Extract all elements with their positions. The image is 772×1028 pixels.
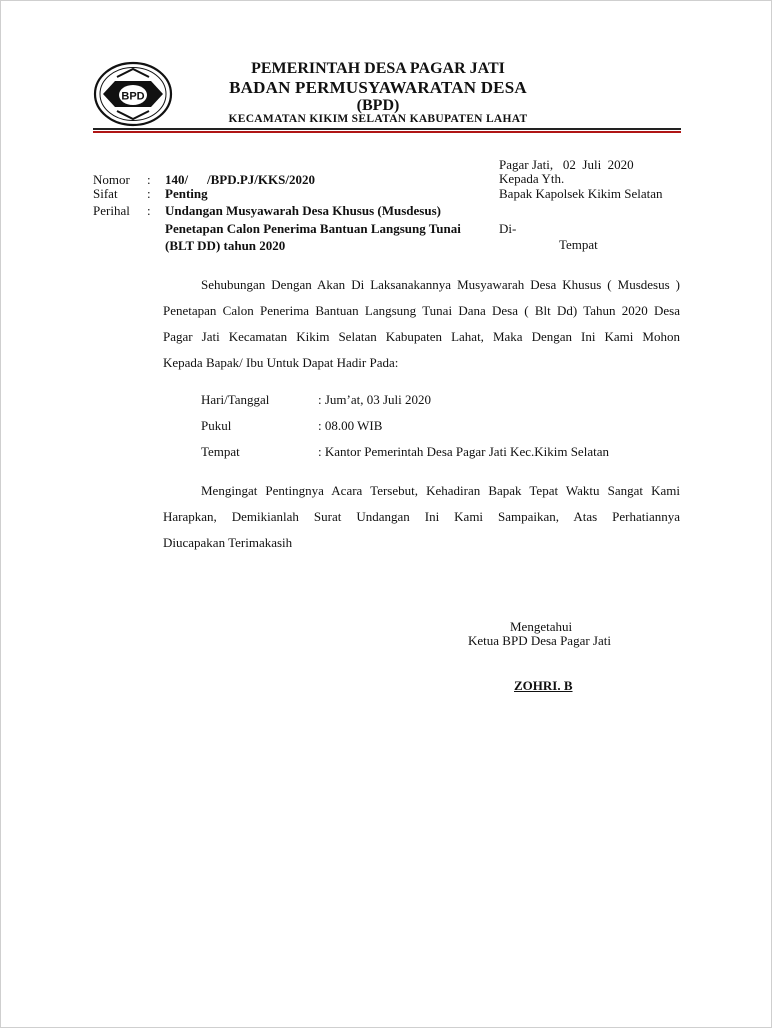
nomor-colon: :: [147, 172, 151, 187]
logo-text: BPD: [121, 90, 145, 103]
signature-mengetahui: Mengetahui: [510, 619, 573, 634]
perihal-line-2: Penetapan Calon Penerima Bantuan Langsung Tunai: [165, 221, 461, 236]
paragraph-2-line: Mengingat Pentingnya Acara Tersebut, Kehadiran Bapak Tepat Waktu Sangat Kami: [201, 483, 680, 498]
signature-title: Ketua BPD Desa Pagar Jati: [468, 633, 611, 648]
signature-name: ZOHRI. B: [514, 678, 573, 693]
recipient-di: Di-: [499, 221, 517, 236]
nomor-value-b: /BPD.PJ/KKS/2020: [207, 172, 315, 187]
detail-value-hari: : Jum’at, 03 Juli 2020: [318, 392, 432, 407]
paragraph-1-line: Sehubungan Dengan Akan Di Laksanakannya Musyawarah Desa Khusus ( Musdesus ): [201, 277, 680, 292]
recipient-tempat: Tempat: [559, 237, 598, 252]
bpd-logo-icon: [93, 61, 173, 127]
sifat-label: Sifat: [93, 186, 118, 201]
detail-label-pukul: Pukul: [201, 418, 232, 433]
perihal-line-1: Undangan Musyawarah Desa Khusus (Musdesus): [165, 203, 441, 218]
header-rule-black: [93, 128, 681, 130]
paragraph-1-line: Penetapan Calon Penerima Bantuan Langsung Tunai Dana Desa ( Blt Dd) Tahun 2020 Desa: [163, 303, 680, 318]
detail-value-pukul: : 08.00 WIB: [318, 418, 383, 433]
recipient-name: Bapak Kapolsek Kikim Selatan: [499, 186, 663, 201]
paragraph-2-line: Harapkan, Demikianlah Surat Undangan Ini Kami Sampaikan, Atas Perhatiannya: [163, 509, 680, 524]
letter-date: Pagar Jati, 02 Juli 2020: [499, 157, 634, 172]
sifat-colon: :: [147, 186, 151, 201]
header-agency: BADAN PERMUSYAWARATAN DESA: [229, 78, 527, 97]
detail-label-hari: Hari/Tanggal: [201, 392, 270, 407]
header-abbreviation: (BPD): [356, 97, 400, 114]
paragraph-1-line: Kepada Bapak/ Ibu Untuk Dapat Hadir Pada:: [163, 355, 399, 370]
header-district: KECAMATAN KIKIM SELATAN KABUPATEN LAHAT: [228, 113, 528, 125]
perihal-label: Perihal: [93, 203, 130, 218]
detail-label-tempat: Tempat: [201, 444, 240, 459]
perihal-colon: :: [147, 203, 151, 218]
header-government: PEMERINTAH DESA PAGAR JATI: [251, 60, 505, 77]
body-paragraph-2: [163, 478, 680, 556]
paragraph-2-line: Diucapakan Terimakasih: [163, 535, 293, 550]
body-paragraph-1: [163, 272, 680, 376]
perihal-line-3: (BLT DD) tahun 2020: [165, 238, 286, 253]
nomor-value-a: 140/: [165, 172, 189, 187]
nomor-label: Nomor: [93, 172, 130, 187]
recipient-kepada: Kepada Yth.: [499, 171, 565, 186]
header-rule-red: [93, 131, 681, 133]
sifat-value: Penting: [165, 186, 208, 201]
detail-value-tempat: : Kantor Pemerintah Desa Pagar Jati Kec.Kikim Selatan: [318, 444, 609, 459]
paragraph-1-line: Pagar Jati Kecamatan Kikim Selatan Kabupaten Lahat, Maka Dengan Ini Kami Mohon: [163, 329, 680, 344]
